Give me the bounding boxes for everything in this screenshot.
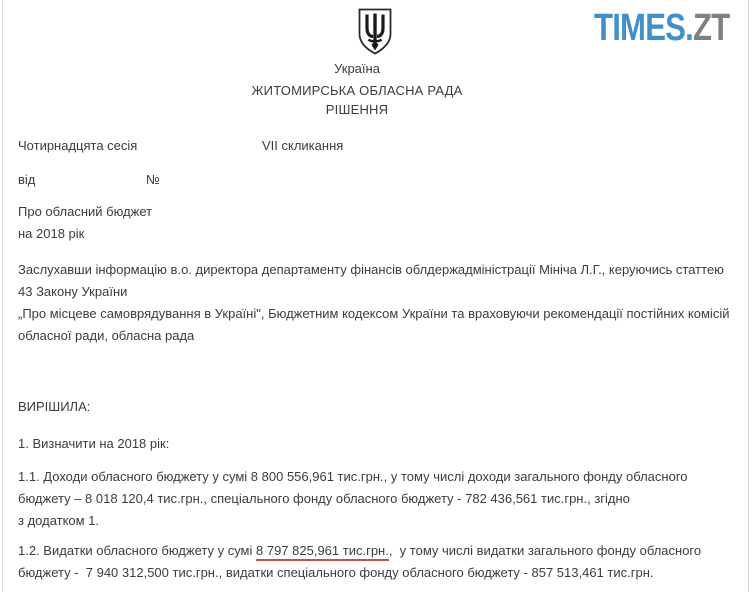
preamble-line-4: обласної ради, обласна рада <box>18 328 195 343</box>
convocation-label: VII скликання <box>262 138 344 153</box>
session-label: Чотирнадцята сесія <box>18 138 138 153</box>
logo-secondary-text: ZT <box>692 7 730 49</box>
preamble-paragraph <box>18 259 729 347</box>
date-label: від <box>18 172 36 187</box>
trident-coat-of-arms-icon <box>355 7 395 58</box>
preamble-line-2: 43 Закону України <box>18 284 128 299</box>
logo-primary-text: TIMES. <box>594 7 693 49</box>
item-1-1-line-1: 1.1. Доходи обласного бюджету у сумі 8 800 556,961 тис.грн., у тому числі доходи загального фонду обласного <box>18 469 688 484</box>
decision-item-1-1 <box>18 466 688 532</box>
subject-line-1: Про обласний бюджет <box>18 204 153 219</box>
item-1-1-line-3: з додатком 1. <box>18 513 100 528</box>
country-name: Україна <box>334 61 380 76</box>
item-1-2-prefix: 1.2. Видатки обласного бюджету у сумі <box>18 543 256 558</box>
document-type-title: РІШЕННЯ <box>325 102 389 117</box>
page-right-border <box>748 0 749 592</box>
item-1-1-line-2: бюджету – 8 018 120,4 тис.грн., спеціального фонду обласного бюджету - 782 436,561 тис.грн., згідно <box>18 491 630 506</box>
item-1-2-line-1 <box>18 540 701 562</box>
item-1-2-line-2: бюджету - 7 940 312,500 тис.грн., видатки спеціального фонду обласного бюджету - 857 513,461 тис.грн. <box>18 565 654 580</box>
item-1-2-suffix: , у тому числі видатки загального фонду обласного <box>388 543 702 558</box>
council-name: ЖИТОМИРСЬКА ОБЛАСНА РАДА <box>251 83 463 98</box>
decision-item-1-2 <box>18 540 701 584</box>
number-label: № <box>146 172 160 187</box>
decision-item-1: 1. Визначити на 2018 рік: <box>18 436 170 451</box>
preamble-line-3: „Про місцеве самоврядування в Україні", Бюджетним кодексом України та враховуючи рекомендації постійних комісій <box>18 306 730 321</box>
underlined-expenditure-amount: 8 797 825,961 тис.грн. <box>256 543 389 561</box>
preamble-line-1: Заслухавши інформацію в.о. директора департаменту фінансів облдержадміністрації Мініча Л.Г., керуючись статтею <box>18 262 724 277</box>
times-zt-logo <box>594 8 729 48</box>
subject-block <box>18 201 152 245</box>
resolution-heading: ВИРІШИЛА: <box>18 399 91 414</box>
subject-line-2: на 2018 рік <box>18 226 85 241</box>
